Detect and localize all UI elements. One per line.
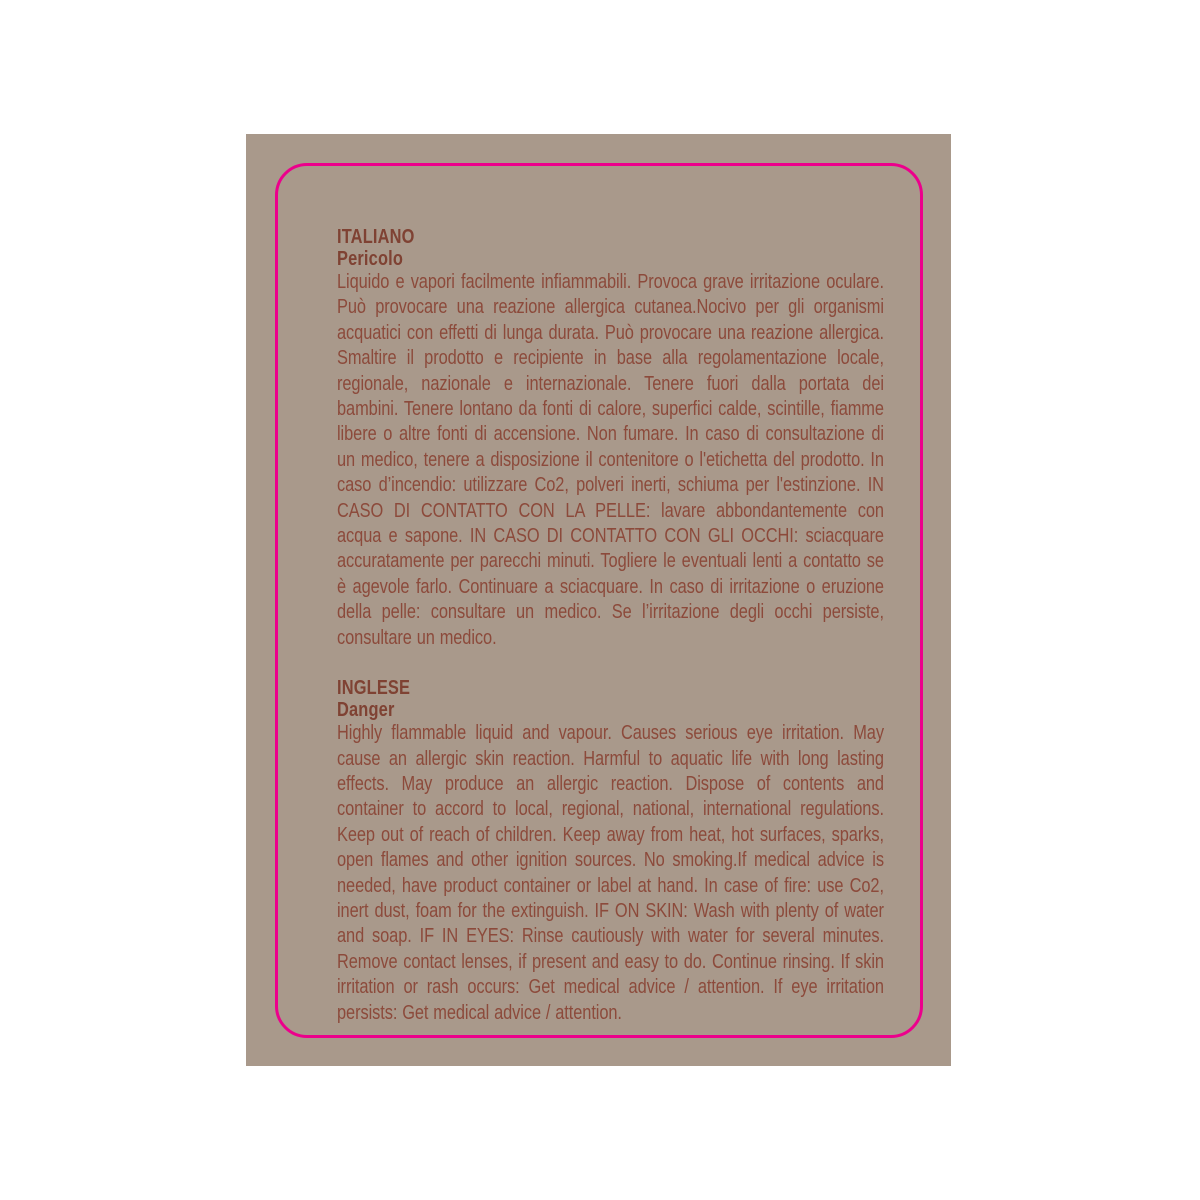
language-heading-english: INGLESE xyxy=(337,677,411,700)
label-text-block xyxy=(337,226,884,1026)
signal-word-italian: Pericolo xyxy=(337,248,404,270)
language-heading-italian: ITALIANO xyxy=(337,226,415,248)
label-keyline-border xyxy=(275,163,923,1038)
signal-word-english: Danger xyxy=(337,699,395,722)
warning-label-card xyxy=(246,134,951,1066)
hazard-statements-english: Highly flammable liquid and vapour. Causes serious eye irritation. May cause an allergic skin reaction. Harmful to aquatic life with long lasting effects. May produce an allergic reaction. Dispose of contents and container to accord to local, regional, national, international regulations. Keep out of reach of children. Keep away from heat, hot surfaces, sparks, open flames and other ignition sources. No smoking.If medical advice is needed, have product container or label at hand. In case of fire: use Co2, inert dust, foam for the extinguish. IF ON SKIN: Wash with plenty of water and soap. IF IN EYES: Rinse cautiously with water for several minutes. Remove contact lenses, if present and easy to do. Continue rinsing. If skin irritation or rash occurs: Get medical advice / attention. If eye irritation persists: Get medical advice / attention. xyxy=(337,722,884,1024)
section-italian xyxy=(337,226,884,651)
hazard-statements-italian: Liquido e vapori facilmente infiammabili. Provoca grave irritazione oculare. Può provocare una reazione allergica cutanea.Nocivo per gli organismi acquatici con effetti di lunga durata. Può provocare una reazione allergica. Smaltire il prodotto e recipiente in base alla regolamentazione locale, regionale, nazionale e internazionale. Tenere fuori dalla portata dei bambini. Tenere lontano da fonti di calore, superfici calde, scintille, fiamme libere o altre fonti di accensione. Non fumare. In caso di consultazione di un medico, tenere a disposizione il contenitore o l'etichetta del prodotto. In caso d’incendio: utilizzare Co2, polveri inerti, schiuma per l'estinzione. IN CASO DI CONTATTO CON LA PELLE: lavare abbondantemente con acqua e sapone. IN CASO DI CONTATTO CON GLI OCCHI: sciacquare accuratamente per parecchi minuti. Togliere le eventuali lenti a contatto se è agevole farlo. Continuare a sciacquare. In caso di irritazione o eruzione della pelle: consultare un medico. Se l’irritazione degli occhi persiste, consultare un medico. xyxy=(337,271,884,649)
section-english xyxy=(337,677,884,1026)
